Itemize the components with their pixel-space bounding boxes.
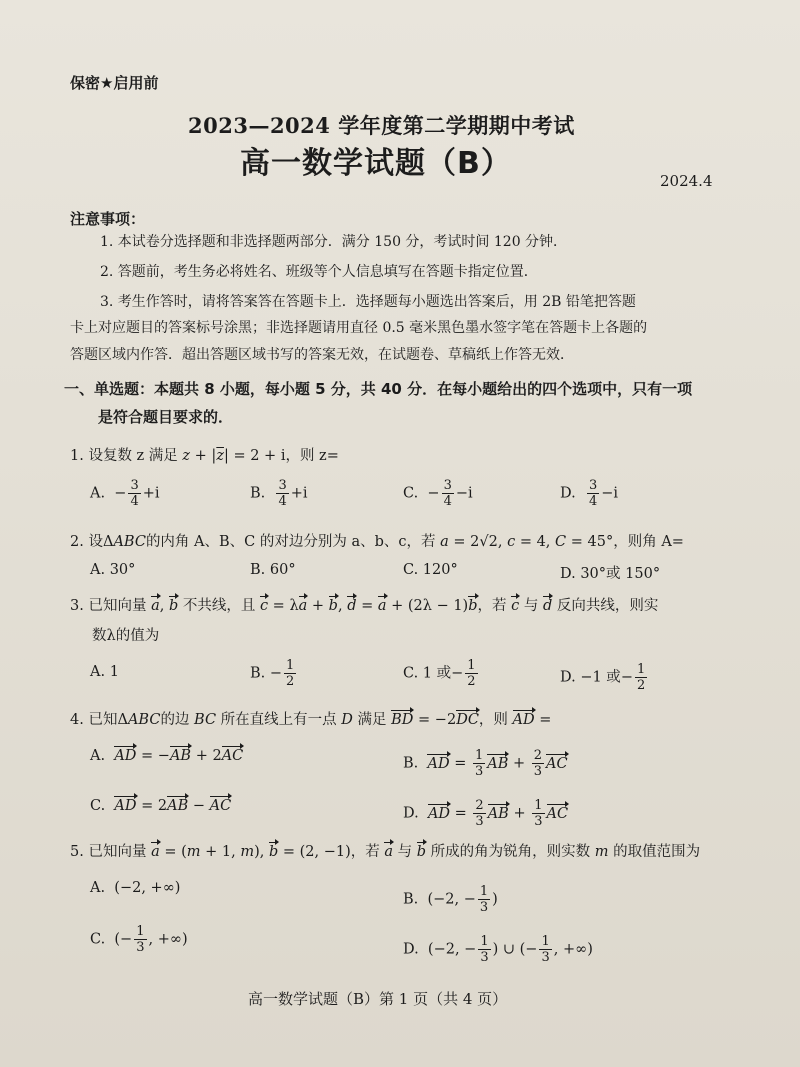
- q3-option-c: C. 1 或− $\frac{1}{2}$: [403, 658, 476, 689]
- notice-item-3-line2: 卡上对应题目的答案标号涂黑；非选择题请用直径 0.5 毫米黑色墨水签字笔在答题卡上各题的: [70, 320, 648, 336]
- q2-option-b: B. 60°: [250, 562, 296, 578]
- section-heading-line1: 一、单选题：本题共 8 小题，每小题 5 分，共 40 分．在每小题给出的四个选项中，只有一项: [64, 380, 693, 398]
- q1-option-d: D. $\frac{3}{4}$ −i: [560, 478, 619, 509]
- question-1: 1. 设复数 z 满足 $z + |\overline{z}| = 2 + i$，则 z=: [70, 448, 339, 464]
- notice-item-3-line1: 3. 考生作答时，请将答案答在答题卡上．选择题每小题选出答案后，用 2B 铅笔把答题: [100, 294, 636, 310]
- q2-option-c: C. 120°: [403, 562, 458, 578]
- q1-option-b: B. $\frac{3}{4}$ +i: [250, 478, 308, 509]
- q4-option-c: C. AD = 2AB − AC: [90, 798, 232, 814]
- q1-option-a: A. − $\frac{3}{4}$ +i: [90, 478, 160, 509]
- q4-option-b: B. AD = $\frac{1}{3}$ AB + $\frac{2}{3}$ AC: [403, 748, 568, 779]
- q5-option-a: A. (−2, +∞): [90, 880, 181, 896]
- confidential-label: 保密★启用前: [70, 74, 159, 92]
- exam-date: 2024.4: [660, 172, 713, 190]
- paper-title: 高一数学试题（B）: [240, 146, 512, 181]
- notice-item-2: 2. 答题前，考生务必将姓名、班级等个人信息填写在答题卡指定位置．: [100, 264, 538, 280]
- q3-option-d: D. −1 或− $\frac{1}{2}$: [560, 662, 646, 693]
- q5-option-c: C. (− $\frac{1}{3}$ , +∞): [90, 924, 188, 955]
- page-footer: 高一数学试题（B）第 1 页（共 4 页）: [248, 990, 508, 1008]
- q2-option-d: D. 30°或 150°: [560, 566, 661, 582]
- question-5: 5. 已知向量 a = (m + 1, m), b = (2, −1)，若 a 与 b 所成的角为锐角，则实数 m 的取值范围为: [70, 844, 701, 860]
- q2-option-a: A. 30°: [90, 562, 136, 578]
- question-3-line1: 3. 已知向量 a, b 不共线，且 c = λa + b, d = a + (2λ − 1)b，若 c 与 d 反向共线，则实: [70, 598, 659, 614]
- q3-option-a: A. 1: [90, 664, 119, 680]
- exam-title: 2023—2024 学年度第二学期期中考试: [188, 113, 575, 138]
- question-3-line2: 数λ的值为: [92, 628, 160, 644]
- notice-item-3-line3: 答题区域内作答．超出答题区域书写的答案无效，在试题卷、草稿纸上作答无效．: [70, 347, 574, 363]
- q5-option-b: B. (−2, − $\frac{1}{3}$ ): [403, 884, 498, 915]
- section-heading-line2: 是符合题目要求的．: [98, 408, 234, 426]
- q4-option-d: D. AD = $\frac{2}{3}$ AB + $\frac{1}{3}$ AC: [403, 798, 569, 829]
- q4-option-a: A. AD = −AB + 2AC: [90, 748, 244, 764]
- q5-option-d: D. (−2, − $\frac{1}{3}$ ) ∪ (− $\frac{1}{3}$ , +∞): [403, 934, 593, 965]
- notice-heading: 注意事项：: [70, 210, 146, 228]
- question-4: 4. 已知ΔABC的边 BC 所在直线上有一点 D 满足 BD = −2DC，则 AD =: [70, 712, 552, 728]
- question-2: 2. 设ΔABC的内角 A、B、C 的对边分别为 a、b、c，若 a = 2√2, c = 4, C = 45°，则角 A=: [70, 534, 684, 550]
- notice-item-1: 1. 本试卷分选择题和非选择题两部分．满分 150 分，考试时间 120 分钟．: [100, 234, 568, 250]
- q3-option-b: B. − $\frac{1}{2}$: [250, 658, 295, 689]
- q1-option-c: C. − $\frac{3}{4}$ −i: [403, 478, 473, 509]
